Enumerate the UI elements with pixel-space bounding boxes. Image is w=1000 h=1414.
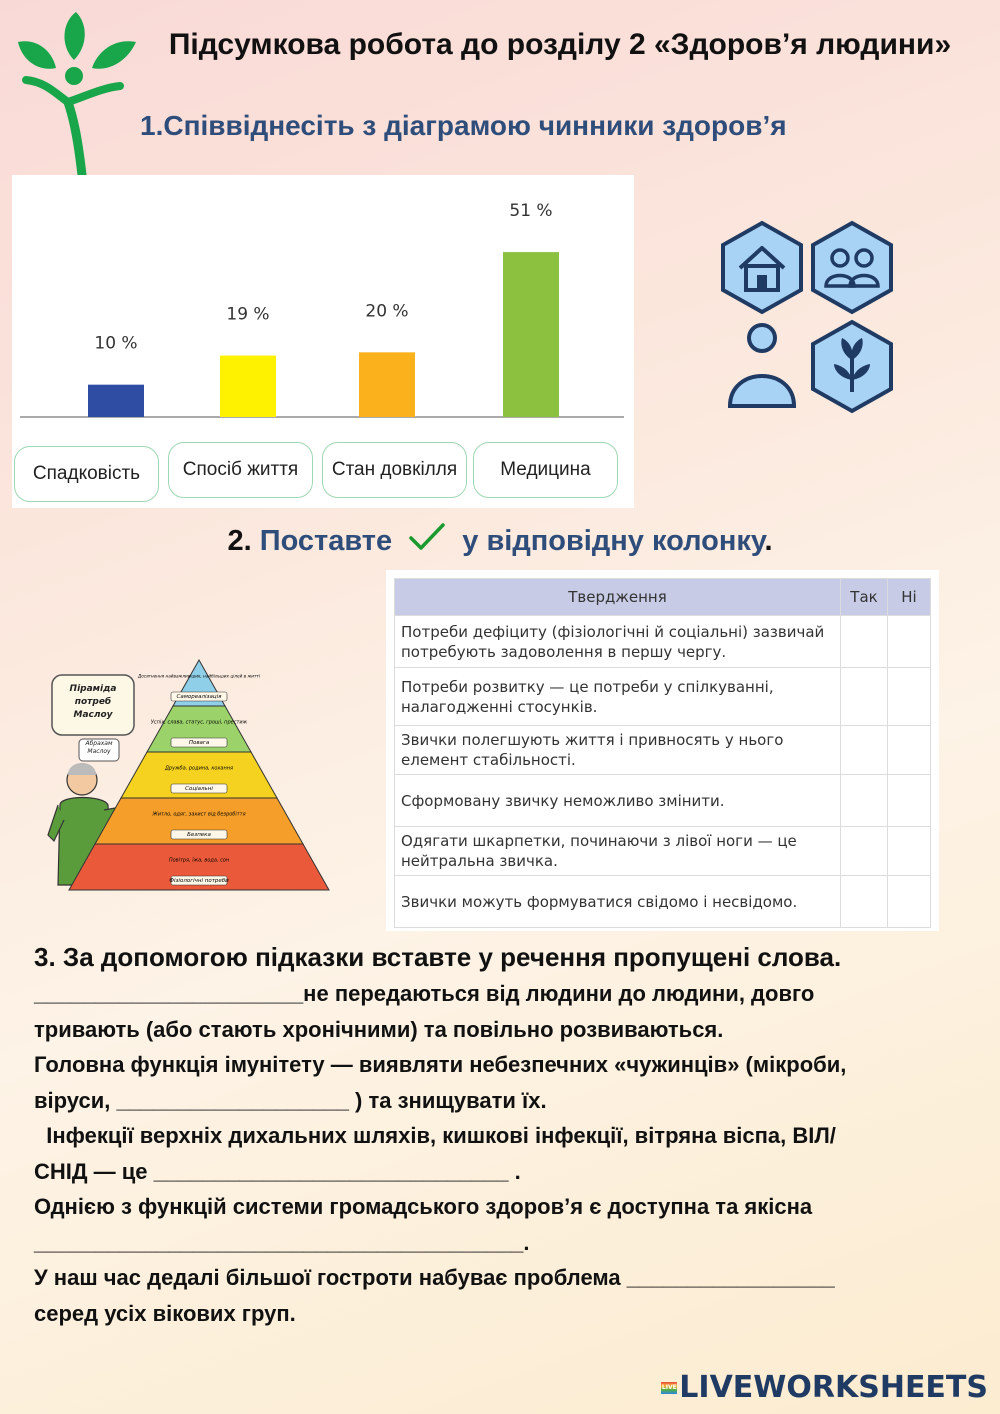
no-check-cell[interactable] [888,876,931,928]
bar-value-label: 51 % [509,201,553,222]
category-environment[interactable]: Стан довкілля [322,442,467,498]
bar-chart [12,175,634,435]
maslow-pyramid-illustration [44,655,334,895]
people-group-icon[interactable] [813,223,891,312]
pyramid-sign-title: Піраміда потреб Маслоу [69,684,117,720]
fill-sentence-line[interactable]: ________________________________________. [34,1229,530,1255]
table-row [395,876,931,928]
pyramid-level-caption: Успіх, слава, статус, гроші, престиж [150,719,248,726]
statement-cell: Сформовану звичку неможливо змінити. [395,775,841,827]
bar-3 [503,252,559,417]
table-row [395,827,931,876]
question-2-text-after: у відповідну колонку [462,525,765,557]
table-row [395,726,931,775]
bar-value-label: 19 % [226,304,270,325]
table-row [395,775,931,827]
header-yes: Так [841,579,888,616]
bar-1 [220,356,276,417]
table-row [395,616,931,668]
yes-check-cell[interactable] [841,775,888,827]
bar-value-label: 10 % [94,333,138,354]
yes-check-cell[interactable] [841,616,888,668]
bar-0 [88,385,144,417]
no-check-cell[interactable] [888,726,931,775]
statement-cell: Потреби дефіциту (фізіологічні й соціальні) зазвичай потребують задоволення в першу чергу. [395,616,841,668]
question-2-heading: 2. Поставте у відповідну колонку. [0,522,1000,558]
fill-sentence-line: серед усіх вікових груп. [34,1300,296,1326]
no-check-cell[interactable] [888,616,931,668]
no-check-cell[interactable] [888,827,931,876]
factor-icons [718,220,898,415]
pyramid-level-caption: Досягнення найважливіших, найбільших цілей в житті [138,673,260,679]
header-statement: Твердження [395,579,841,616]
no-check-cell[interactable] [888,668,931,726]
statement-cell: Звички можуть формуватися свідомо і несвідомо. [395,876,841,928]
question-2-number: 2. [227,525,252,557]
fill-sentence-line: Однією з функцій системи громадського здоров’я є доступна та якісна [34,1194,813,1219]
fill-sentence-line: тривають (або стають хронічними) та повільно розвиваються. [34,1016,724,1042]
category-lifestyle[interactable]: Спосіб життя [168,442,313,498]
pyramid-level-caption: Повітря, їжа, вода, сон [168,857,230,864]
brand-text: LIVEWORKSHEETS [679,1370,988,1405]
pyramid-level-label: Самореалізація [176,694,222,700]
health-factors-chart [12,175,634,508]
statements-table [394,578,931,928]
speech-text: Абрахам Маслоу [85,740,113,755]
plant-person-logo [16,10,141,180]
question-3-heading: 3. За допомогою підказки вставте у речення пропущені слова. [34,942,842,972]
bar-2 [359,352,415,417]
pyramid-level-caption: Житло, одяг, захист від безробіття [152,811,246,818]
bar-value-label: 20 % [365,301,409,322]
checkmark-icon [408,522,446,552]
statement-cell: Одягати шкарпетки, починаючи з лівої ноги — це нейтральна звичка. [395,827,841,876]
pyramid-level-caption: Дружба, родина, кохання [165,765,233,772]
fill-sentence-line[interactable]: ______________________не передаються від людини до людини, довго [34,981,815,1006]
pyramid-level-label: Фізіологічні потреби [169,878,229,884]
live-badge: LIVE [661,1382,677,1394]
plant-icon[interactable] [813,322,891,411]
pyramid-level-label: Соціальні [185,786,213,792]
page-title: Підсумкова робота до розділу 2 «Здоров’я людини» [168,28,952,61]
question-1-text: 1.Співвіднесіть з діаграмою чинники здоров’я [140,110,787,141]
house-icon[interactable] [723,223,801,312]
yes-check-cell[interactable] [841,726,888,775]
yes-check-cell[interactable] [841,668,888,726]
pyramid-level-label: Безпека [187,832,211,838]
category-medicine[interactable]: Медицина [473,442,618,498]
table-row [395,668,931,726]
statement-cell: Звички полегшують життя і привносять у нього елемент стабільності. [395,726,841,775]
liveworksheets-logo [661,1370,988,1405]
person-icon[interactable] [730,325,794,406]
question-3-block [34,938,984,1331]
yes-check-cell[interactable] [841,827,888,876]
header-no: Ні [888,579,931,616]
fill-sentence-line[interactable]: віруси, ___________________ ) та знищувати їх. [34,1087,547,1113]
fill-sentence-line: Головна функція імунітету — виявляти небезпечних «чужинців» (мікроби, [34,1052,847,1077]
pyramid-level-label: Повага [188,740,210,746]
fill-sentence-line: Інфекції верхніх дихальних шляхів, кишкові інфекції, вітряна віспа, ВІЛ/ [34,1123,836,1148]
fill-sentence-line[interactable]: СНІД — це _____________________________ . [34,1158,521,1184]
yes-check-cell[interactable] [841,876,888,928]
no-check-cell[interactable] [888,775,931,827]
category-heredity[interactable]: Спадковість [14,446,159,502]
statements-table-container [386,570,939,931]
statement-cell: Потреби розвитку — це потреби у спілкуванні, налагодженні стосунків. [395,668,841,726]
question-2-text-before: Поставте [259,525,393,557]
fill-sentence-line[interactable]: У наш час дедалі більшої гостроти набуває проблема _________________ [34,1265,835,1290]
